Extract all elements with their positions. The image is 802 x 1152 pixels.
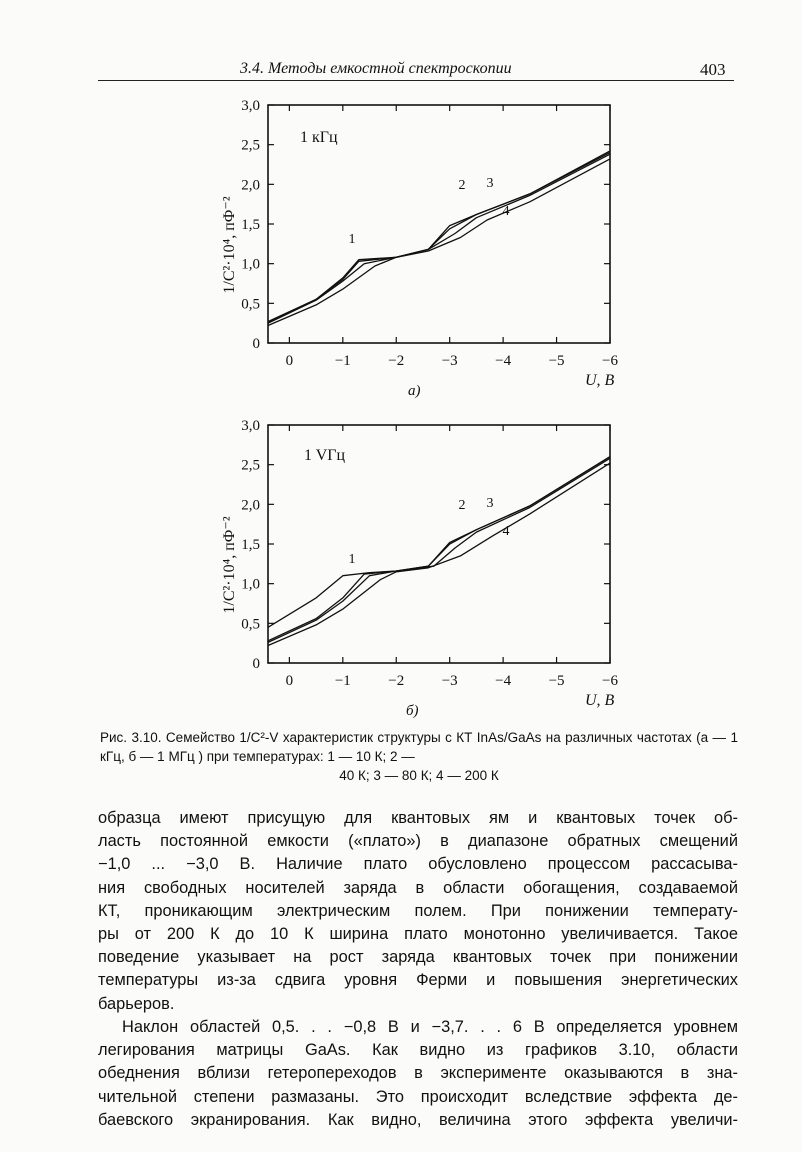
y-tick-label: 1,0 xyxy=(241,576,260,593)
text-line: баевского экранирования. Как видно, величина этого эффекта увеличи- xyxy=(98,1110,738,1129)
x-tick-label: −3 xyxy=(441,673,458,689)
figure-panel-a xyxy=(200,95,640,405)
panel-label: а) xyxy=(408,383,421,399)
x-tick-label: −4 xyxy=(495,353,512,369)
y-tick-label: 2,0 xyxy=(241,497,260,514)
y-tick-label: 0,5 xyxy=(241,296,260,313)
frequency-label: 1 кГц xyxy=(300,129,338,146)
text-line: температуры из-за сдвига уровня Ферми и повышения энергетических xyxy=(98,971,738,990)
y-tick-label: 1,0 xyxy=(241,256,260,273)
text-line: КТ, проникающим электрическим полем. При понижении температу- xyxy=(98,901,738,920)
x-tick-label: −6 xyxy=(602,353,618,369)
chart-plot-area xyxy=(268,457,610,646)
curve-label: 4 xyxy=(502,204,510,219)
curve-label: 1 xyxy=(348,552,356,567)
y-tick-label: 0 xyxy=(252,656,260,672)
x-tick-label: −3 xyxy=(441,353,458,369)
figure-caption xyxy=(100,728,738,785)
curve-label: 4 xyxy=(502,524,510,539)
y-tick-label: 3,0 xyxy=(241,98,260,114)
panel-label: б) xyxy=(406,703,419,719)
chart-plot-area xyxy=(268,151,610,326)
x-tick-label: −2 xyxy=(388,673,405,689)
running-header-section: 3.4. Методы емкостной спектроскопии xyxy=(240,60,512,77)
y-tick-label: 2,5 xyxy=(241,137,260,154)
text-line: Наклон областей 0,5. . . −0,8 В и −3,7. . . 6 В определяется уровнем xyxy=(122,1018,738,1036)
text-line: ры от 200 К до 10 К ширина плато монотонно увеличивается. Такое xyxy=(98,925,738,944)
y-tick-label: 2,5 xyxy=(241,457,260,474)
curve-label: 3 xyxy=(486,176,494,191)
y-tick-label: 0 xyxy=(252,336,260,352)
frequency-label: 1 VГц xyxy=(304,447,346,464)
paragraph-1 xyxy=(98,807,738,1016)
curve-label: 2 xyxy=(458,178,466,193)
series-line-3 xyxy=(268,458,610,642)
text-line: обеднения вблизи гетеропереходов в эксперименте оказываются в зна- xyxy=(98,1064,738,1083)
caption-line: Рис. 3.10. Семейство 1/C²-V характеристик структуры с КТ InAs/GaAs на xyxy=(100,730,561,745)
x-tick-label: −1 xyxy=(334,673,351,689)
y-axis-label: 1/C²·10⁴, пФ⁻² xyxy=(221,516,238,614)
caption-line: различных частотах (а — 1 кГц, б — 1 МГц ) при температурах: 1 — 10 К; 2 — xyxy=(100,730,738,764)
paragraph-2 xyxy=(98,1016,738,1132)
x-tick-label: −2 xyxy=(388,353,405,369)
text-line: образца имеют присущую для квантовых ям и квантовых точек об- xyxy=(98,809,738,827)
x-tick-label: −1 xyxy=(334,353,351,369)
chart-axes xyxy=(241,98,618,369)
text-line: чительной степени размазаны. Это происходит вследствие эффекта де- xyxy=(98,1087,738,1106)
series-line-1 xyxy=(268,457,610,628)
series-line-2 xyxy=(268,457,610,641)
x-tick-label: 0 xyxy=(285,673,294,689)
chart-axes xyxy=(241,418,618,689)
y-tick-label: 2,0 xyxy=(241,177,260,194)
y-tick-label: 1,5 xyxy=(241,537,260,553)
y-tick-label: 0,5 xyxy=(241,616,260,633)
x-tick-label: −5 xyxy=(548,353,565,369)
x-axis-label: U, В xyxy=(585,372,615,389)
text-line: легирования матрицы GaAs. Как видно из графиков 3.10, области xyxy=(98,1041,738,1060)
page-number: 403 xyxy=(700,60,726,79)
curve-label: 2 xyxy=(458,498,466,513)
series-line-4 xyxy=(268,159,610,326)
curve-label: 3 xyxy=(486,496,494,511)
x-tick-label: −5 xyxy=(548,673,565,689)
y-axis-label: 1/C²·10⁴, пФ⁻² xyxy=(221,196,238,294)
text-line: ния свободных носителей заряда в области обогащения, создаваемой xyxy=(98,878,738,897)
y-tick-label: 1,5 xyxy=(241,217,260,233)
text-line: поведение указывает на рост заряда квантовых точек при понижении xyxy=(98,948,738,967)
series-line-1 xyxy=(268,151,610,322)
figure-panel-b xyxy=(200,415,640,725)
curve-label: 1 xyxy=(348,232,356,247)
y-tick-label: 3,0 xyxy=(241,418,260,434)
text-line: барьеров. xyxy=(98,994,175,1013)
text-line: ласть постоянной емкости («плато») в диапазоне обратных смещений xyxy=(98,832,738,851)
x-tick-label: −4 xyxy=(495,673,512,689)
text-line: −1,0 ... −3,0 В. Наличие плато обусловлено процессом рассасыва- xyxy=(98,855,738,874)
x-tick-label: −6 xyxy=(602,673,618,689)
caption-line: 40 К; 3 — 80 К; 4 — 200 К xyxy=(339,768,499,783)
header-rule xyxy=(98,80,734,81)
x-axis-label: U, В xyxy=(585,692,615,709)
x-tick-label: 0 xyxy=(285,353,294,369)
